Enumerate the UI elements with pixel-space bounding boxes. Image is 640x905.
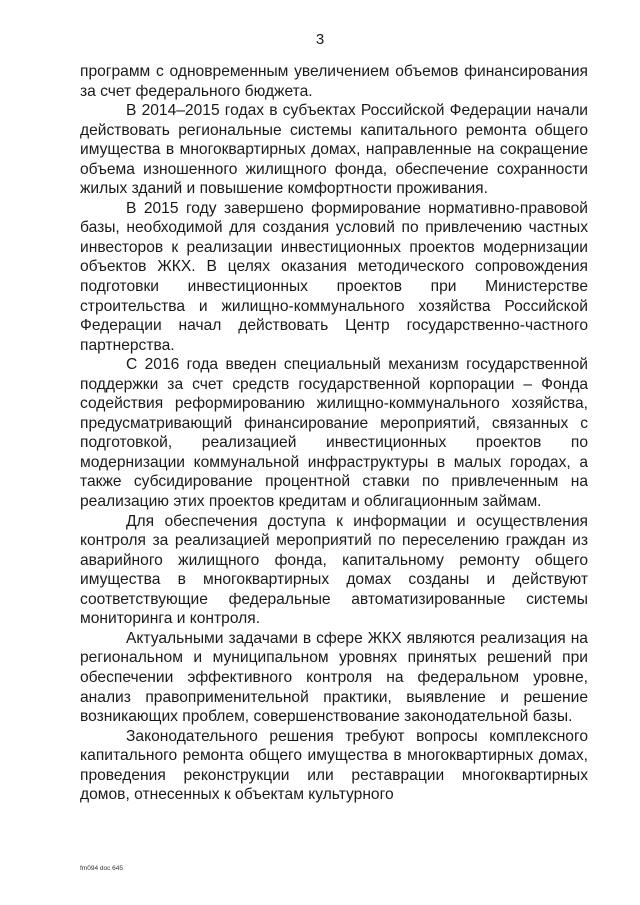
paragraph-4: С 2016 года введен специальный механизм государственной поддержки за счет средств государственной корпорации – Фонда содействия реформированию жилищно-коммунального хозяйства, предусматривающий финансирование мероприятий, связанных с подготовкой, реализацией инвестиционных проектов по модернизации коммунальной инфраструктуры в малых городах, а также субсидирование процентной ставки по привлеченным на реализацию этих проектов кредитам и облигационным займам. [80,356,588,511]
paragraph-1: программ с одновременным увеличением объемов финансирования за счет федерального бюджета. [80,63,588,100]
footer-file-code: fm094 doc 645 [80,865,124,872]
paragraph-3: В 2015 году завершено формирование нормативно-правовой базы, необходимой для создания условий по привлечению частных инвесторов к реализации инвестиционных проектов модернизации объектов ЖКХ. В целях оказания методического сопровождения подготовки инвестиционных проектов при Министерстве строительства и жилищно-коммунального хозяйства Российской Федерации начал действовать Центр государственно-частного партнерства. [80,199,588,354]
page-number: 3 [315,31,325,48]
paragraph-7: Законодательного решения требуют вопросы комплексного капитального ремонта общего имущества в многоквартирных домах, проведения реконструкции или реставрации многоквартирных домов, отнесенных к объектам культурного [80,727,588,804]
paragraph-2: В 2014–2015 годах в субъектах Российской Федерации начали действовать региональные системы капитального ремонта общего имущества в многоквартирных домах, направленные на сокращение объема изношенного жилищного фонда, обеспечение сохранности жилых зданий и повышение комфортности проживания. [80,102,588,198]
paragraph-6: Актуальными задачами в сфере ЖКХ являются реализация на региональном и муниципальном уровнях принятых решений при обеспечении эффективного контроля на федеральном уровне, анализ правоприменительной практики, выявление и решение возникающих проблем, совершенствование законодательной базы. [80,629,588,726]
body-text [80,62,588,805]
paragraph-5: Для обеспечения доступа к информации и осуществления контроля за реализацией мероприятий по переселению граждан из аварийного жилищного фонда, капитальному ремонту общего имущества в многоквартирных домах созданы и действуют соответствующие федеральные автоматизированные системы мониторинга и контроля. [80,512,588,628]
